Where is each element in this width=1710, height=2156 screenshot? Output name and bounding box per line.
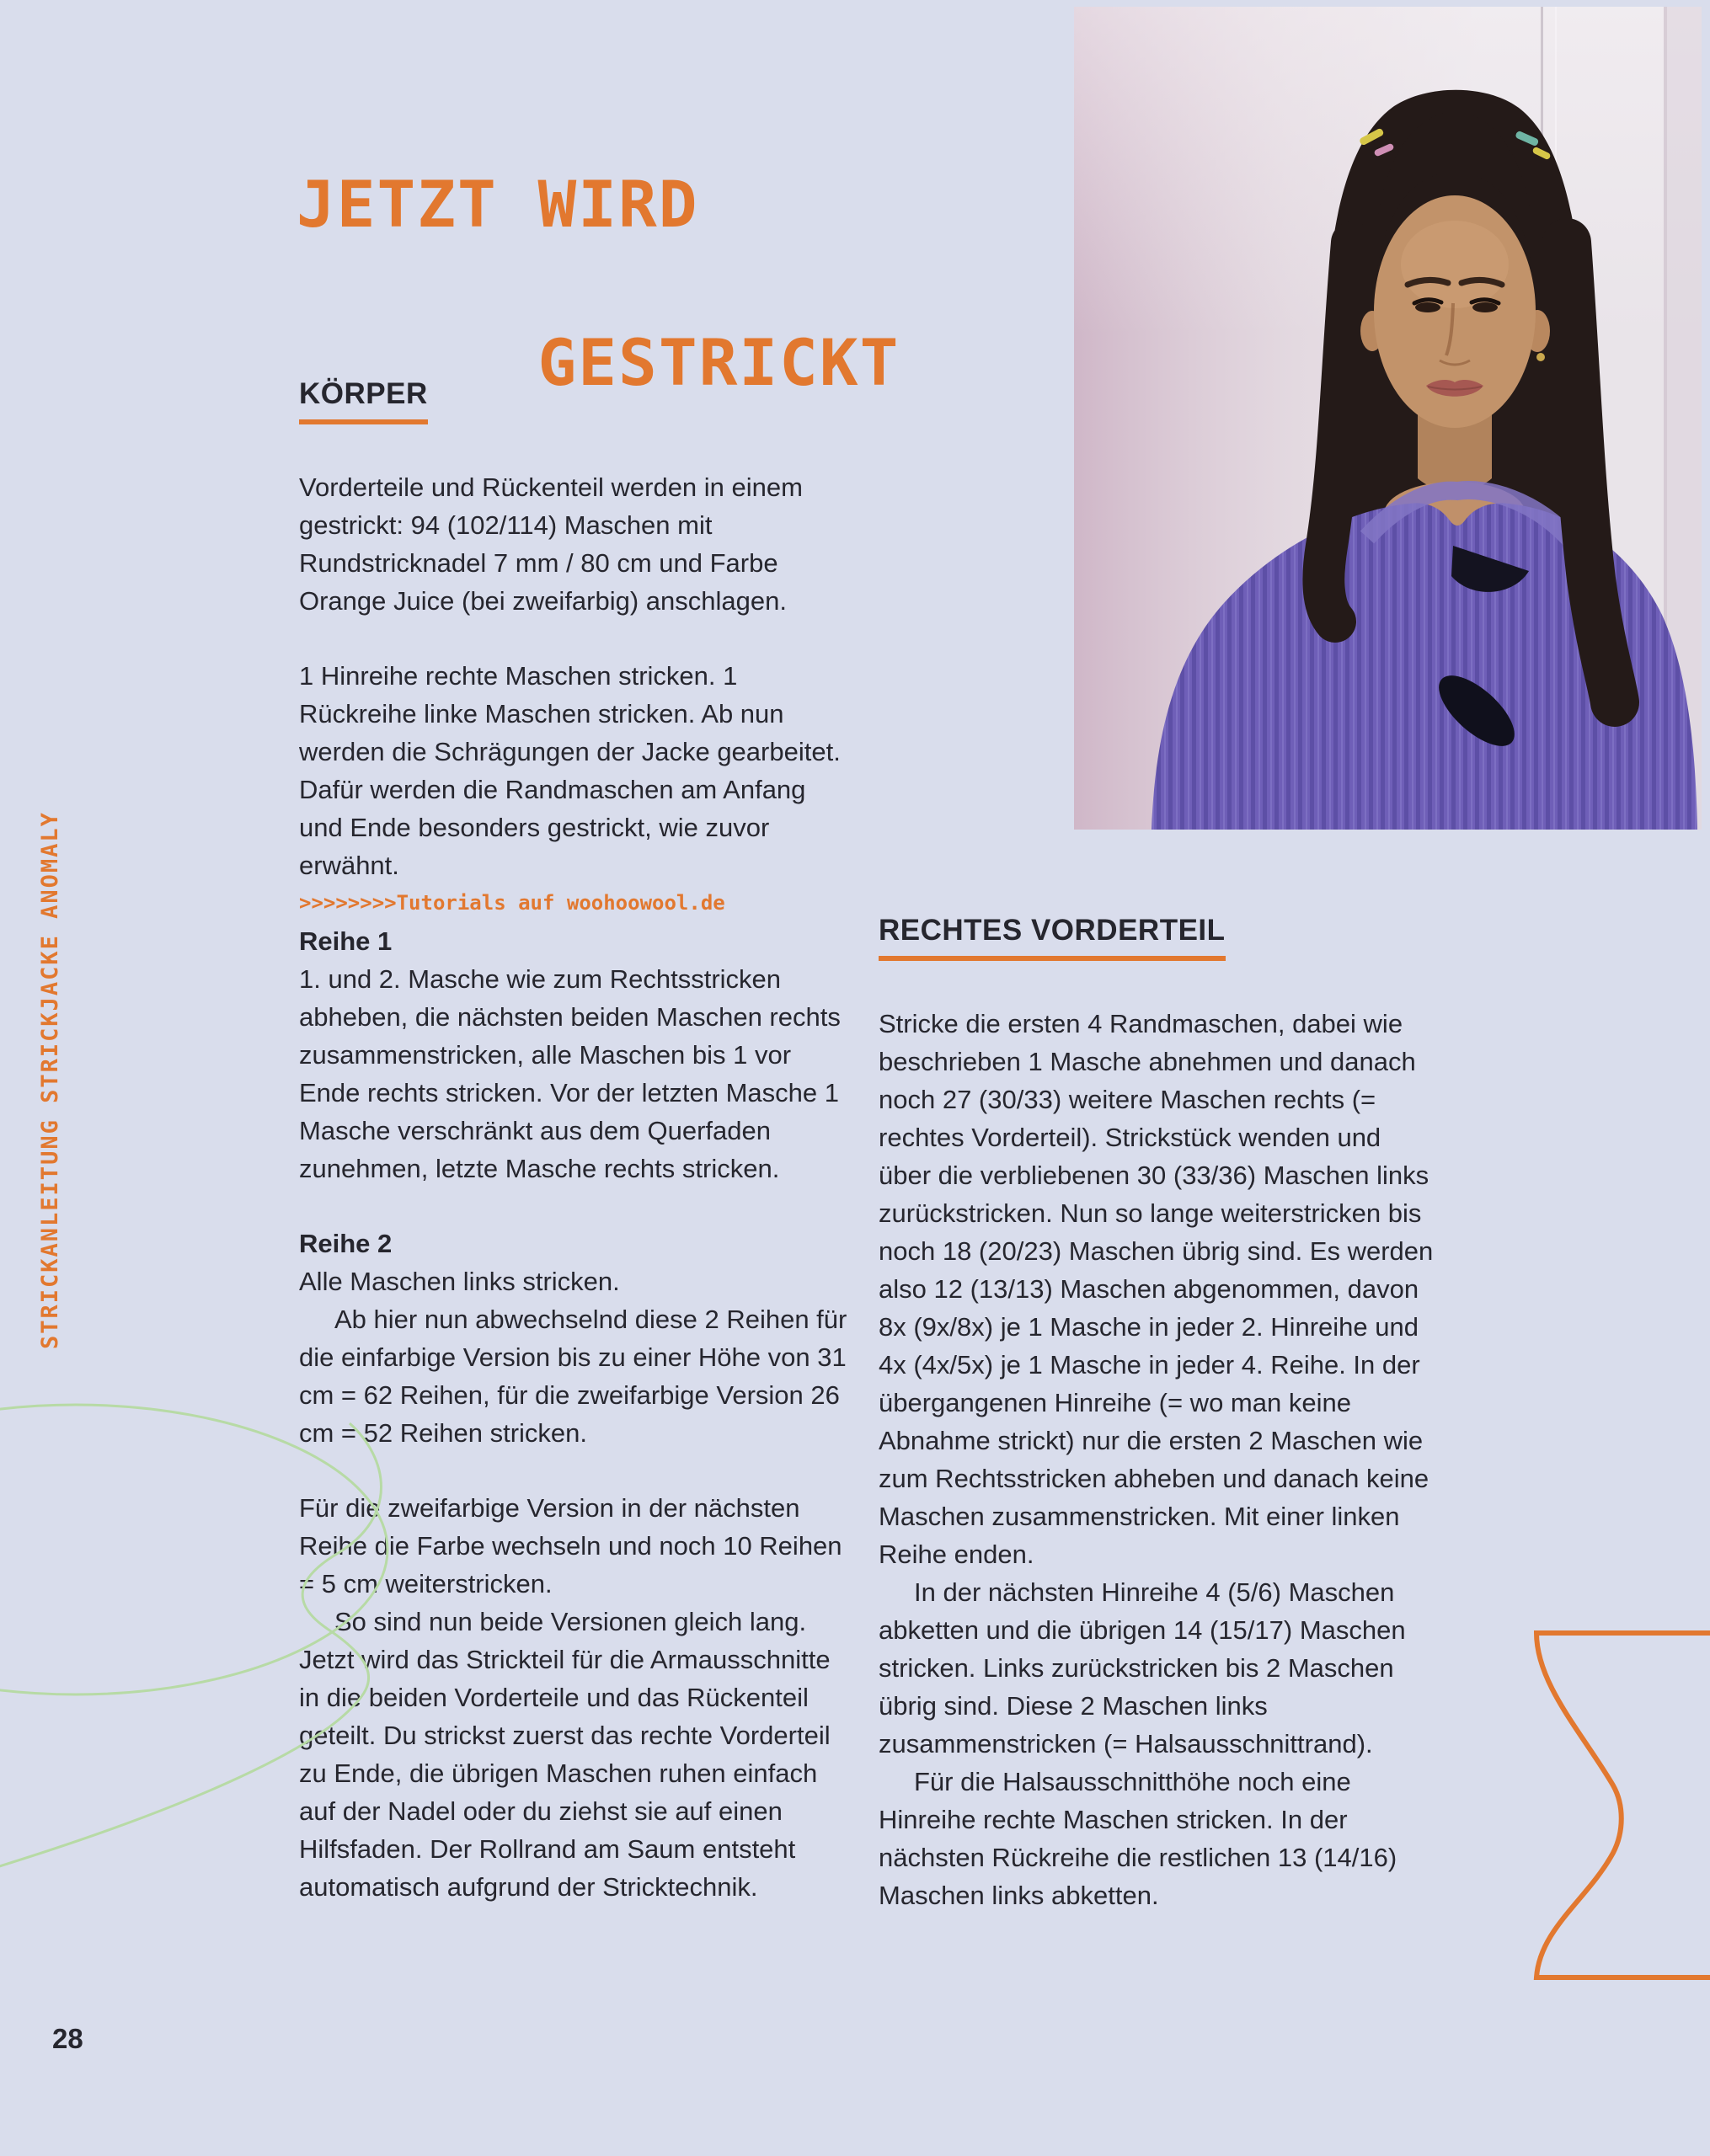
subheading-reihe-2: Reihe 2 <box>299 1229 393 1258</box>
tutorial-link: >>>>>>>>Tutorials auf woohoowool.de <box>299 891 725 915</box>
model-photo <box>1074 7 1702 830</box>
section-heading-koerper: KÖRPER <box>299 377 855 424</box>
earring <box>1536 353 1545 361</box>
sidebar-vertical-label: STRICKANLEITUNG STRICKJACKE ANOMALY <box>37 811 63 1349</box>
page-title-line2: GESTRICKT <box>537 325 900 400</box>
orange-curve-doodle <box>1499 1613 1710 2000</box>
paragraph-split: So sind nun beide Versionen gleich lang. Jetzt wird das Strickteil für die Armausschnitte in die beiden Vorderteile und das Rückenteil geteilt. Du strickst zuerst das rechte Vorderteil zu Ende, die übrigen Maschen ruhen einfach auf der Nadel oder du ziehst sie auf einen Hilfsfaden. Der Rollrand am Saum entsteht automatisch aufgrund der Stricktechnik. <box>299 1607 831 1902</box>
page-number: 28 <box>52 2023 83 2054</box>
paragraph-rows-setup: 1 Hinreihe rechte Maschen stricken. 1 Rückreihe linke Maschen stricken. Ab nun werden die Schrägungen der Jacke gearbeitet. Dafür werden die Randmaschen am Anfang und Ende besonders gestrickt, wie zuvor erwähnt. <box>299 661 841 880</box>
paragraph-right-front-1: Stricke die ersten 4 Randmaschen, dabei wie beschrieben 1 Masche abnehmen und danach noch 27 (30/33) weitere Maschen rechts (= rechtes Vorderteil). Strickstück wenden und über die verbliebenen 30 (33/36) Maschen links zurückstricken. Nun so lange weiterstricken bis noch 18 (20/23) Maschen übrig sind. Es werden also 12 (13/13) Maschen abgenommen, davon 8x (9x/8x) je 1 Masche in jeder 2. Hinreihe und 4x (4x/5x) je 1 Masche in jeder 4. Reihe. In der übergangenen Hinreihe (= wo man keine Abnahme strickt) nur die ersten 2 Maschen wie zum Rechtsstricken abheben und danach keine Maschen zusammenstricken. Mit einer linken Reihe enden. <box>879 1009 1434 1569</box>
paragraph-right-front-2: In der nächsten Hinreihe 4 (5/6) Maschen abketten und die übrigen 14 (15/17) Maschen stricken. Links zurückstricken bis 2 Maschen übrig sind. Diese 2 Maschen links zusammenstricken (= Halsausschnittrand). <box>879 1577 1406 1758</box>
paragraph-two-color: Für die zweifarbige Version in der nächsten Reihe die Farbe wechseln und noch 10 Reihen = 5 cm weiterstricken. <box>299 1493 842 1598</box>
eye-left <box>1415 302 1440 312</box>
paragraph-reihe-2b: Ab hier nun abwechselnd diese 2 Reihen für die einfarbige Version bis zu einer Höhe von 31 cm = 62 Reihen, für die zweifarbige Version 26 cm = 52 Reihen stricken. <box>299 1305 847 1448</box>
paragraph-reihe-2a: Alle Maschen links stricken. <box>299 1267 620 1296</box>
section-heading-rechtes-vorderteil: RECHTES VORDERTEIL <box>879 914 1435 961</box>
paragraph-reihe-1: 1. und 2. Masche wie zum Rechtsstricken abheben, die nächsten beiden Maschen rechts zusammenstricken, alle Maschen bis 1 vor Ende rechts stricken. Vor der letzten Masche 1 Masche verschränkt aus dem Querfaden zunehmen, letzte Masche rechts stricken. <box>299 964 841 1183</box>
paragraph-cast-on: Vorderteile und Rückenteil werden in einem gestrickt: 94 (102/114) Maschen mit Rundstricknadel 7 mm / 80 cm und Farbe Orange Juice (bei zweifarbig) anschlagen. <box>299 472 803 616</box>
body-column-left <box>299 377 855 1906</box>
model-photo-illustration <box>1074 7 1702 830</box>
eye-right <box>1472 302 1498 312</box>
page-title-line1: JETZT WIRD <box>297 167 699 242</box>
paragraph-right-front-3: Für die Halsausschnitthöhe noch eine Hinreihe rechte Maschen stricken. In der nächsten Rückreihe die restlichen 13 (14/16) Maschen links abketten. <box>879 1767 1397 1910</box>
body-column-right <box>879 914 1435 1914</box>
subheading-reihe-1: Reihe 1 <box>299 926 393 956</box>
